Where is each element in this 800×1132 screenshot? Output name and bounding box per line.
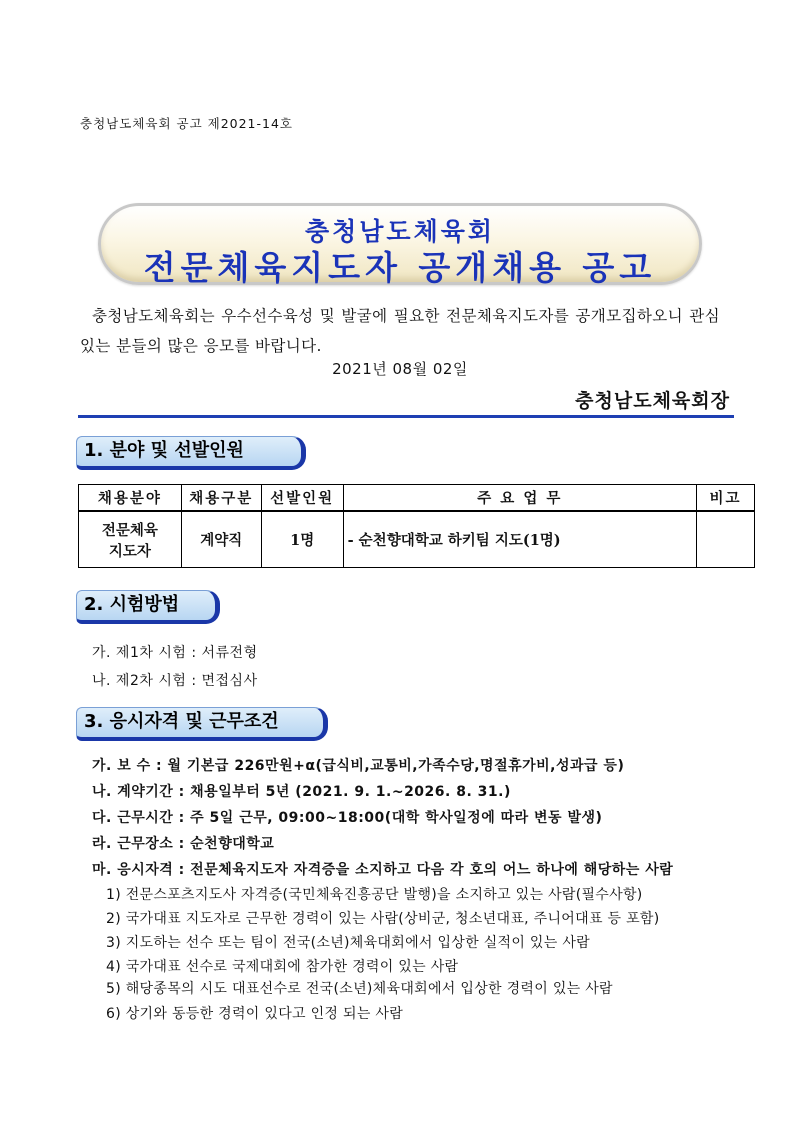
exam-step-1: 가. 제1차 시험 : 서류전형	[92, 645, 258, 661]
field-line-2: 지도자	[108, 542, 151, 560]
table-header-cell: 주 요 업 무	[343, 485, 696, 512]
recruit-table	[78, 484, 755, 568]
table-header-row	[79, 485, 755, 512]
type-cell: 계약직	[181, 511, 261, 568]
qualification-item: 3) 지도하는 선수 또는 팀이 전국(소년)체육대회에서 입상한 실적이 있는 사람	[106, 935, 590, 951]
qualification-item: 5) 해당종목의 시도 대표선수로 전국(소년)체육대회에서 입상한 경력이 있는 사람	[106, 981, 613, 997]
condition-eligibility: 마. 응시자격 : 전문체육지도자 자격증을 소지하고 다음 각 호의 어느 하나에 해당하는 사람	[92, 862, 674, 878]
section-2-heading: 2. 시험방법	[76, 590, 220, 624]
count-cell: 1명	[261, 511, 343, 568]
banner-org-name: 충청남도체육회	[304, 217, 496, 246]
field-cell	[79, 511, 182, 568]
qualification-item: 1) 전문스포츠지도사 자격증(국민체육진흥공단 발행)을 소지하고 있는 사람(필수사항)	[106, 887, 643, 903]
qualification-item: 2) 국가대표 지도자로 근무한 경력이 있는 사람(상비군, 청소년대표, 주니어대표 등 포함)	[106, 911, 660, 927]
note-cell	[697, 511, 755, 568]
qualification-item: 4) 국가대표 선수로 국제대회에 참가한 경력이 있는 사람	[106, 959, 459, 975]
title-banner	[98, 203, 702, 285]
notice-number: 충청남도체육회 공고 제2021-14호	[80, 116, 294, 131]
field-line-1: 전문체육	[101, 521, 158, 539]
condition-salary: 가. 보 수 : 월 기본급 226만원+α(급식비,교통비,가족수당,명절휴가비,성과급 등)	[92, 758, 625, 774]
intro-paragraph: 충청남도체육회는 우수선수육성 및 발굴에 필요한 전문체육지도자를 공개모집하오니 관심 있는 분들의 많은 응모를 바랍니다.	[80, 307, 720, 355]
condition-period: 나. 계약기간 : 채용일부터 5년 (2021. 9. 1.~2026. 8. 31.)	[92, 784, 511, 800]
header-divider	[78, 415, 734, 418]
qualification-item: 6) 상기와 동등한 경력이 있다고 인정 되는 사람	[106, 1006, 404, 1022]
condition-hours: 다. 근무시간 : 주 5일 근무, 09:00~18:00(대학 학사일정에 따라 변동 발생)	[92, 810, 603, 826]
sender-name: 충청남도체육회장	[575, 390, 730, 412]
duty-cell: - 순천향대학교 하키팀 지도(1명)	[343, 511, 696, 568]
table-row	[79, 511, 755, 568]
section-1-heading: 1. 분야 및 선발인원	[76, 436, 306, 470]
condition-location: 라. 근무장소 : 순천향대학교	[92, 836, 275, 852]
banner-title: 전문체육지도자 공개채용 공고	[143, 248, 657, 287]
section-3-heading: 3. 응시자격 및 근무조건	[76, 707, 328, 741]
table-header-cell: 비고	[697, 485, 755, 512]
notice-date: 2021년 08월 02일	[332, 360, 468, 378]
table-header-cell: 채용구분	[181, 485, 261, 512]
exam-step-2: 나. 제2차 시험 : 면접심사	[92, 673, 258, 689]
table-header-cell: 채용분야	[79, 485, 182, 512]
table-header-cell: 선발인원	[261, 485, 343, 512]
